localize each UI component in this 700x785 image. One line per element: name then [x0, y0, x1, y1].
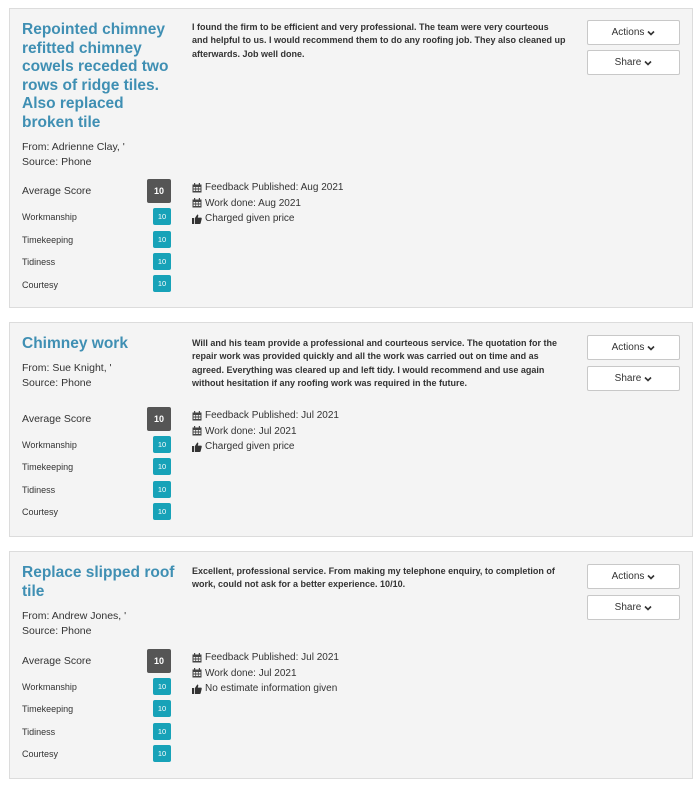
average-score-badge: 10 — [147, 407, 171, 431]
share-label: Share — [614, 602, 642, 613]
workmanship-label: Workmanship — [22, 212, 77, 222]
chevron-down-icon — [647, 29, 655, 37]
courtesy-score-badge: 10 — [153, 745, 171, 762]
actions-label: Actions — [611, 342, 645, 353]
review-title[interactable]: Repointed chimney refitted chimney cowels receded two rows of ridge tiles. Also replaced broken tile — [22, 21, 169, 131]
timekeeping-label: Timekeeping — [22, 462, 74, 472]
review-text: Will and his team provide a professional and courteous service. The quotation for the repair work was provided quickly and all the work was carried out on time and as agreed. Everything was cleared up and left tidy. I would recommend and use again without hesitation if any roofing work was required in the future. — [192, 338, 557, 389]
courtesy-label: Courtesy — [22, 280, 59, 290]
actions-button[interactable] — [587, 335, 680, 360]
courtesy-score-badge: 10 — [153, 275, 171, 292]
review-source: Source: Phone — [22, 156, 92, 168]
review-card — [9, 322, 693, 537]
published-row — [192, 180, 343, 196]
review-source: Source: Phone — [22, 377, 92, 389]
review-info — [192, 180, 343, 227]
review-info — [192, 650, 339, 697]
published-text: Feedback Published: Jul 2021 — [205, 652, 339, 663]
chevron-down-icon — [647, 573, 655, 581]
review-from: From: Andrew Jones, ' — [22, 610, 127, 622]
thumbs-up-icon — [192, 684, 202, 694]
timekeeping-label: Timekeeping — [22, 235, 74, 245]
average-score-label: Average Score — [22, 185, 92, 197]
average-score-label: Average Score — [22, 413, 92, 425]
average-score-label: Average Score — [22, 655, 92, 667]
tidiness-label: Tidiness — [22, 257, 56, 267]
courtesy-score-badge: 10 — [153, 503, 171, 520]
thumbs-up-icon — [192, 442, 202, 452]
timekeeping-score-badge: 10 — [153, 231, 171, 248]
workmanship-score-badge: 10 — [153, 436, 171, 453]
review-text: I found the firm to be efficient and very professional. The team were very courteous and helpful to us. I would recommend them to do any roofing job. They also cleaned up afterwards. Job well done. — [192, 22, 566, 59]
published-row — [192, 650, 339, 666]
published-text: Feedback Published: Aug 2021 — [205, 182, 344, 193]
workmanship-score-badge: 10 — [153, 678, 171, 695]
price-note-row — [192, 681, 339, 697]
calendar-icon — [192, 198, 202, 208]
timekeeping-score-badge: 10 — [153, 458, 171, 475]
tidiness-label: Tidiness — [22, 485, 56, 495]
chevron-down-icon — [644, 375, 652, 383]
price-note-text: No estimate information given — [205, 683, 338, 694]
review-from: From: Sue Knight, ' — [22, 362, 112, 374]
price-note-text: Charged given price — [205, 213, 295, 224]
review-text: Excellent, professional service. From making my telephone enquiry, to completion of work, could not ask for a better experience. 10/10. — [192, 566, 555, 590]
tidiness-score-badge: 10 — [153, 253, 171, 270]
calendar-icon — [192, 183, 202, 193]
chevron-down-icon — [647, 344, 655, 352]
actions-button[interactable] — [587, 564, 680, 589]
share-button[interactable] — [587, 366, 680, 391]
review-card — [9, 8, 693, 308]
review-meta — [22, 361, 182, 391]
chevron-down-icon — [644, 604, 652, 612]
published-row — [192, 408, 339, 424]
price-note-text: Charged given price — [205, 441, 295, 452]
average-score-badge: 10 — [147, 179, 171, 203]
timekeeping-label: Timekeeping — [22, 704, 74, 714]
published-text: Feedback Published: Jul 2021 — [205, 410, 339, 421]
share-label: Share — [614, 57, 642, 68]
work-done-text: Work done: Aug 2021 — [205, 197, 301, 209]
review-from: From: Adrienne Clay, ' — [22, 141, 125, 153]
timekeeping-score-badge: 10 — [153, 700, 171, 717]
share-label: Share — [614, 373, 642, 384]
review-source: Source: Phone — [22, 625, 92, 637]
work-done-row — [192, 424, 339, 440]
actions-label: Actions — [611, 27, 645, 38]
review-title[interactable]: Chimney work — [22, 335, 128, 352]
work-done-row — [192, 196, 343, 212]
courtesy-label: Courtesy — [22, 507, 59, 517]
tidiness-label: Tidiness — [22, 727, 56, 737]
review-title[interactable]: Replace slipped roof tile — [22, 564, 175, 600]
review-card — [9, 551, 693, 779]
tidiness-score-badge: 10 — [153, 481, 171, 498]
workmanship-label: Workmanship — [22, 682, 77, 692]
calendar-icon — [192, 653, 202, 663]
share-button[interactable] — [587, 595, 680, 620]
work-done-text: Work done: Jul 2021 — [205, 667, 297, 679]
review-meta — [22, 609, 182, 639]
price-note-row — [192, 211, 343, 227]
workmanship-label: Workmanship — [22, 440, 77, 450]
calendar-icon — [192, 411, 202, 421]
price-note-row — [192, 439, 339, 455]
courtesy-label: Courtesy — [22, 749, 59, 759]
review-info — [192, 408, 339, 455]
actions-button[interactable] — [587, 20, 680, 45]
thumbs-up-icon — [192, 214, 202, 224]
work-done-text: Work done: Jul 2021 — [205, 425, 297, 437]
average-score-badge: 10 — [147, 649, 171, 673]
review-meta — [22, 140, 182, 170]
share-button[interactable] — [587, 50, 680, 75]
workmanship-score-badge: 10 — [153, 208, 171, 225]
work-done-row — [192, 666, 339, 682]
calendar-icon — [192, 426, 202, 436]
actions-label: Actions — [611, 571, 645, 582]
calendar-icon — [192, 668, 202, 678]
tidiness-score-badge: 10 — [153, 723, 171, 740]
chevron-down-icon — [644, 59, 652, 67]
